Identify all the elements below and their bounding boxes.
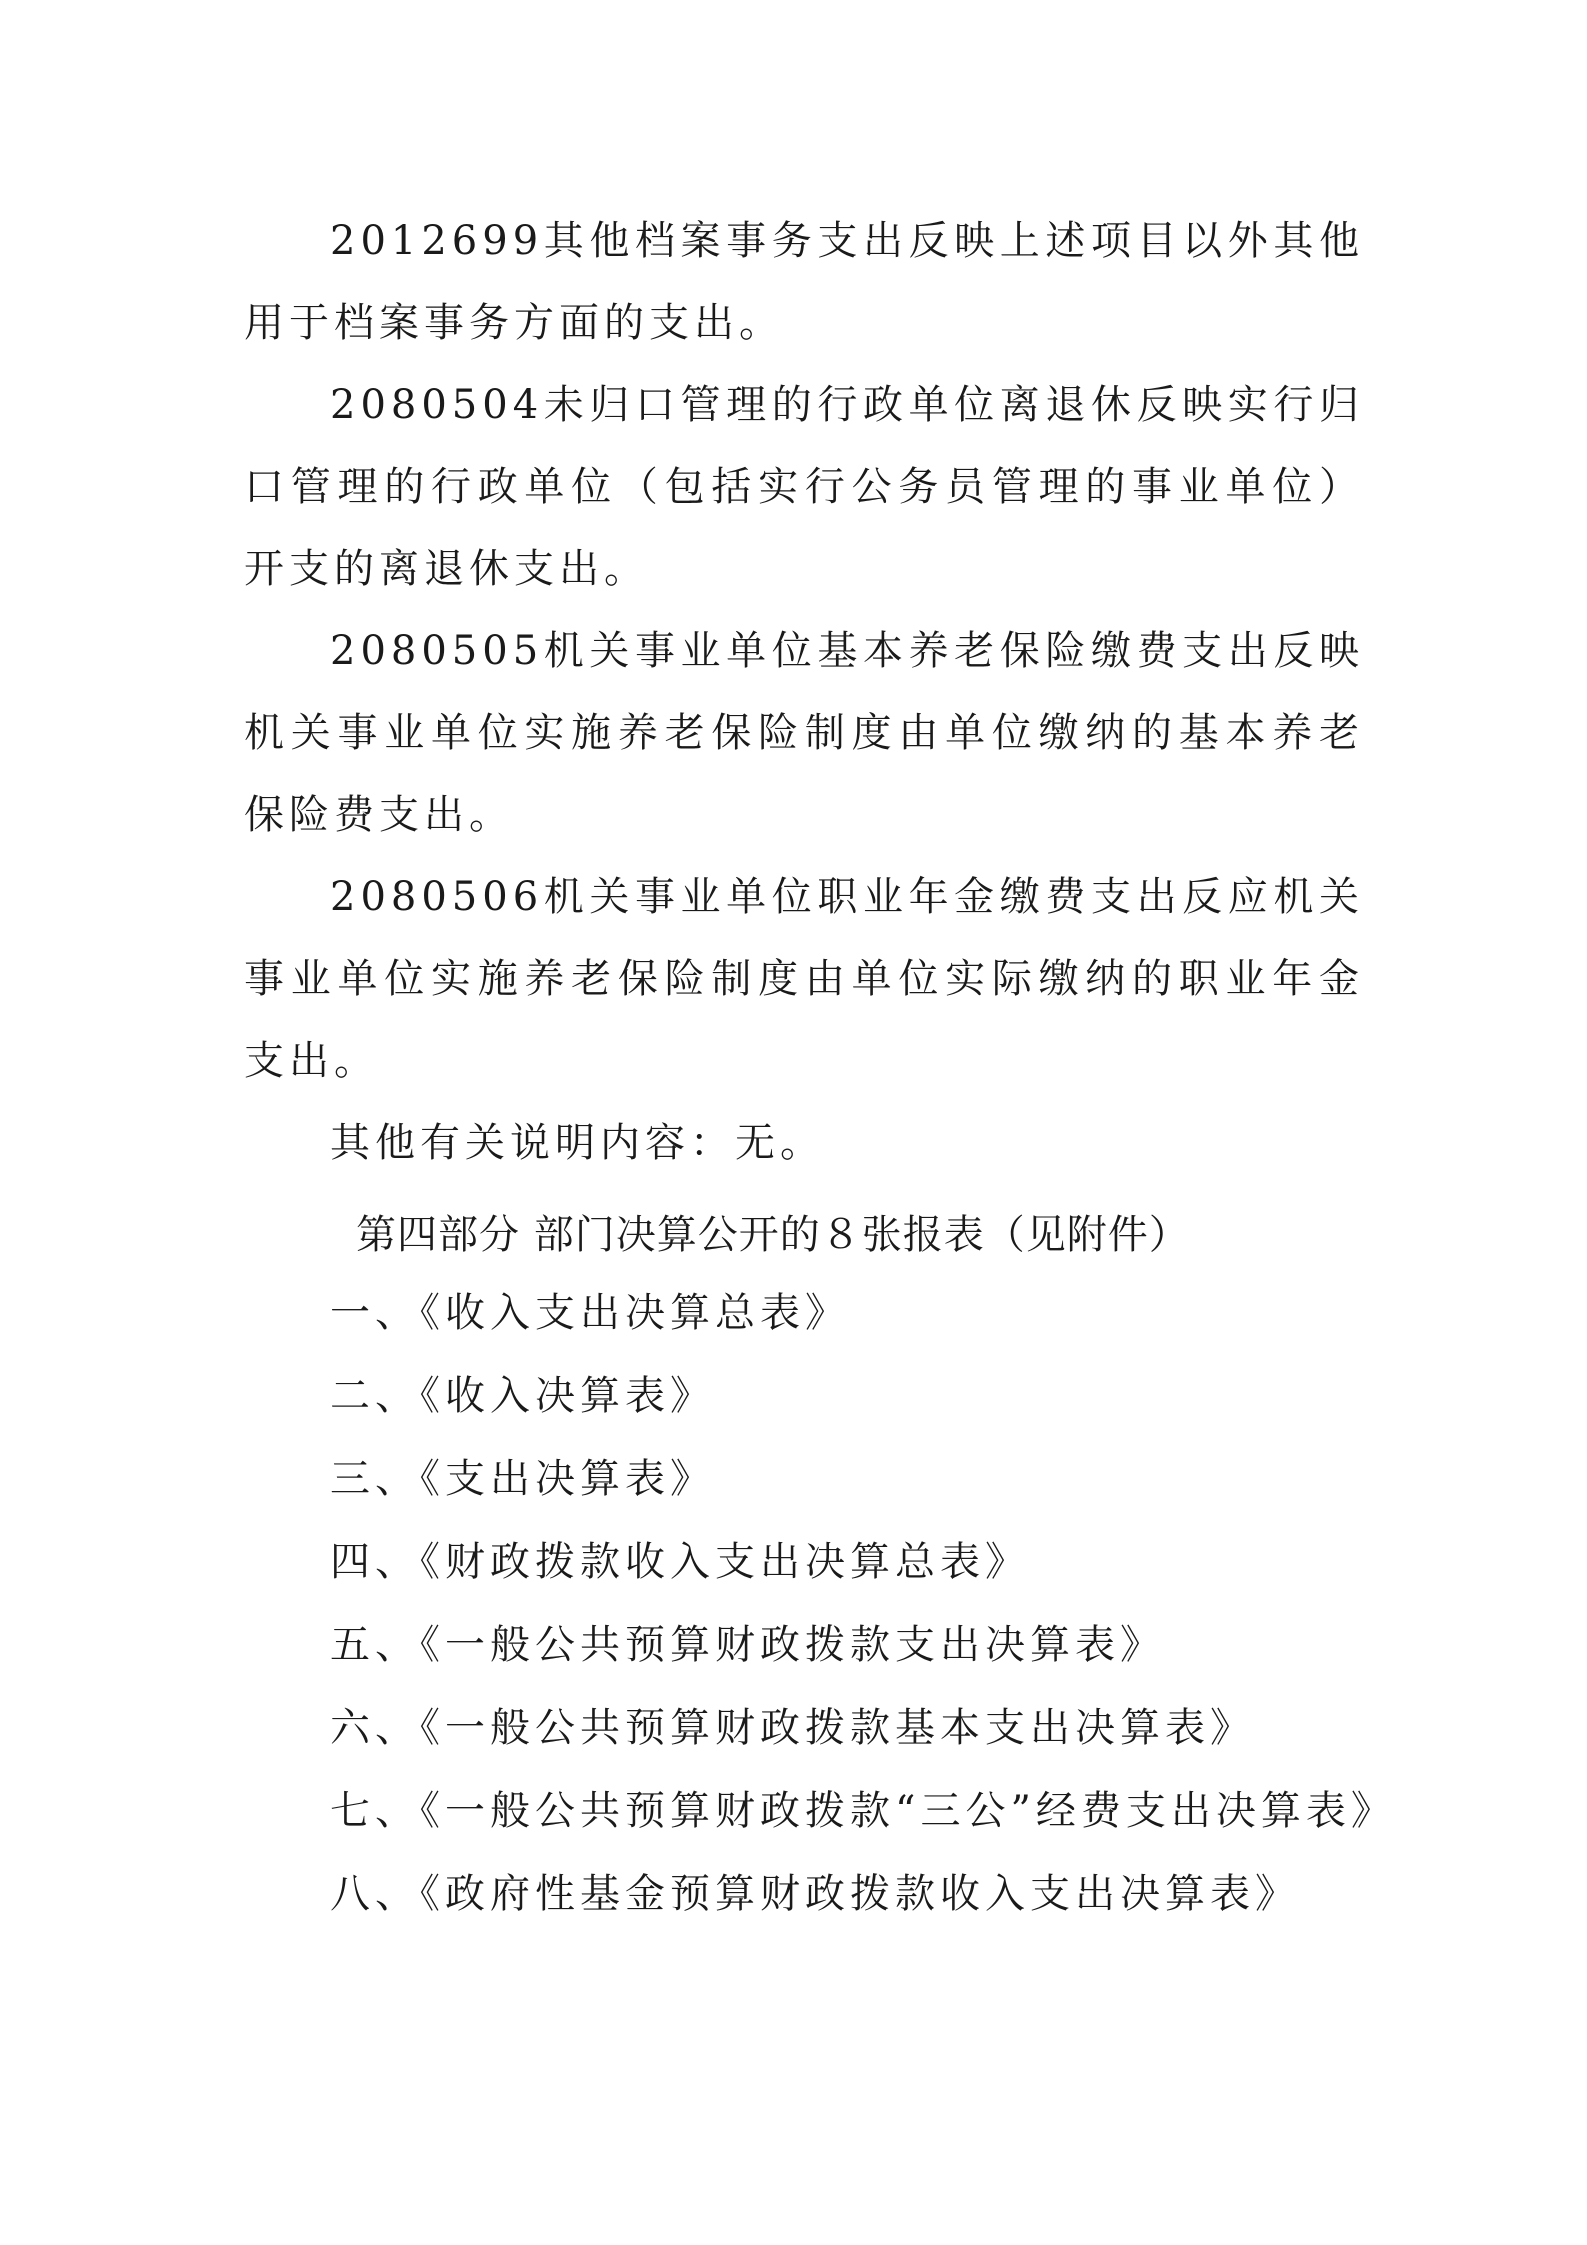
paragraph-occupational-annuity: 2080506机关事业单位职业年金缴费支出反应机关事业单位实施养老保险制度由单位实际缴纳的职业年金支出。 <box>244 874 1364 1084</box>
paragraph-other-archive-expense: 2012699其他档案事务支出反映上述项目以外其他用于档案事务方面的支出。 <box>244 218 1364 346</box>
report-item: 七、《一般公共预算财政拨款“三公”经费支出决算表》 <box>330 1788 1396 1834</box>
report-item: 三、《支出决算表》 <box>330 1456 715 1502</box>
report-item: 一、《收入支出决算总表》 <box>330 1290 850 1336</box>
section-title: 第四部分 部门决算公开的８张报表（见附件） <box>356 1212 1190 1258</box>
report-item: 五、《一般公共预算财政拨款支出决算表》 <box>330 1622 1165 1668</box>
report-list <box>330 1272 1396 1936</box>
paragraph-basic-pension: 2080505机关事业单位基本养老保险缴费支出反映机关事业单位实施养老保险制度由单位缴纳的基本养老保险费支出。 <box>244 628 1364 838</box>
report-item: 二、《收入决算表》 <box>330 1373 715 1419</box>
report-item: 四、《财政拨款收入支出决算总表》 <box>330 1539 1030 1585</box>
paragraph-unmanaged-retirement: 2080504未归口管理的行政单位离退休反映实行归口管理的行政单位（包括实行公务员管理的事业单位）开支的离退休支出。 <box>244 382 1364 592</box>
report-item: 八、《政府性基金预算财政拨款收入支出决算表》 <box>330 1871 1300 1917</box>
body-text <box>244 200 1364 1184</box>
report-item: 六、《一般公共预算财政拨款基本支出决算表》 <box>330 1705 1255 1751</box>
paragraph-other-notes: 其他有关说明内容：无。 <box>330 1120 825 1166</box>
